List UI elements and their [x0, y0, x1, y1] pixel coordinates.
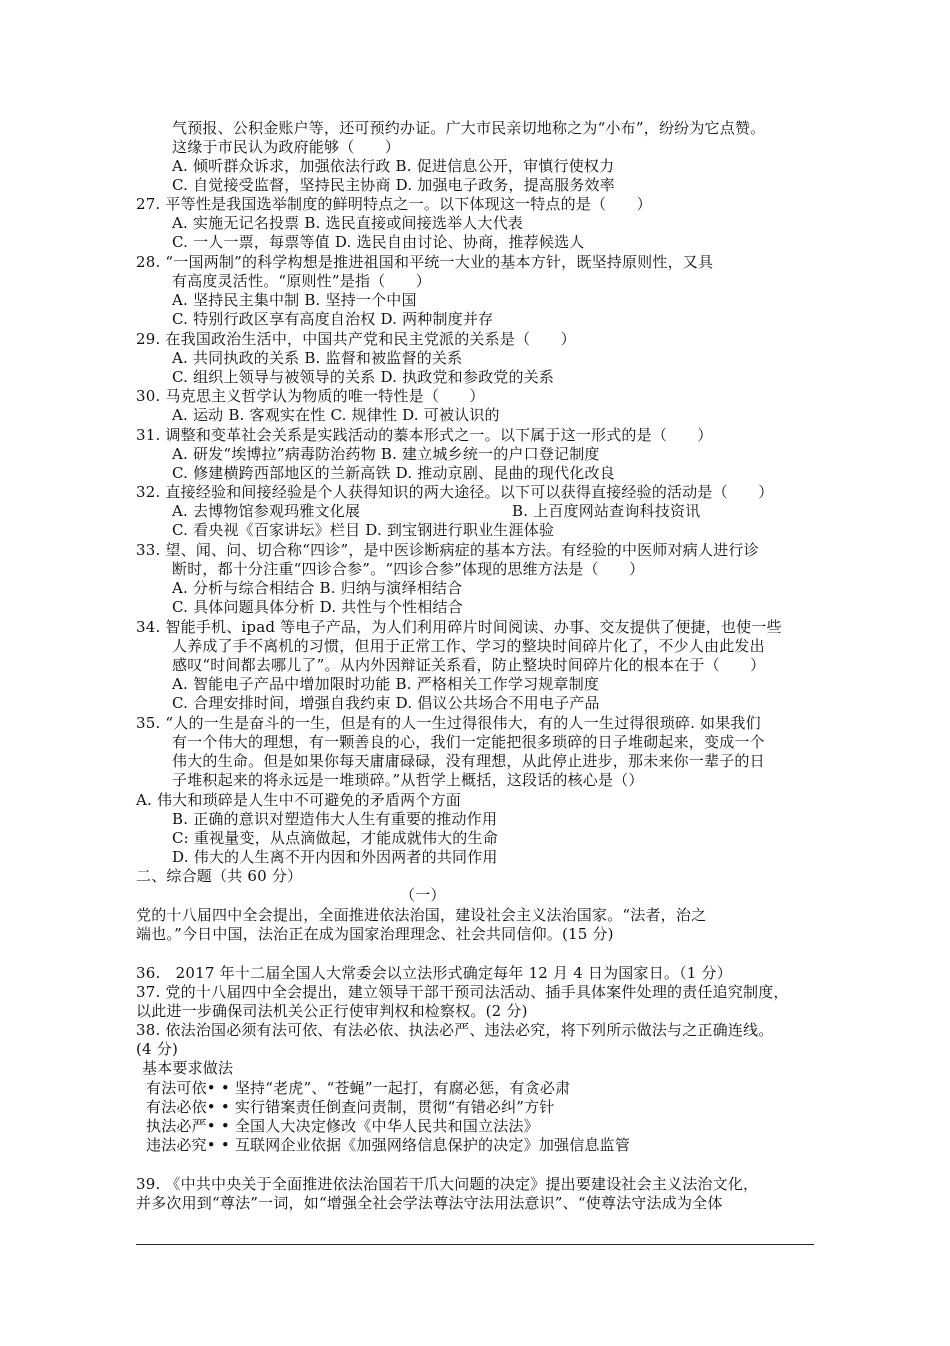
question-30: 30. 马克思主义哲学认为物质的唯一特性是（ ） [136, 387, 485, 405]
text-line: 有一个伟大的理想，有一颗善良的心，我们一定能把很多琐碎的日子堆砌起来，变成一个 [172, 733, 765, 751]
text-line: A. 倾听群众诉求，加强依法行政 B. 促进信息公开，审慎行使权力 [172, 157, 615, 175]
text-line: 并多次用到“尊法”一词，如“增强全社会学法尊法守法用法意识”、“使尊法守法成为全体 [136, 1194, 723, 1212]
matching-row: 有法必依• • 实行错案责任倒查问责制，贯彻“有错必纠”方针 [146, 1098, 555, 1116]
option-line: A. 研发“埃博拉”病毒防治药物 B. 建立城乡统一的户口登记制度 [172, 445, 600, 463]
text-line: 以此进一步确保司法机关公正行使审判权和检察权。(2 分) [136, 1002, 528, 1020]
matching-row: 违法必究• • 互联网企业依据《加强网络信息保护的决定》加强信息监管 [146, 1136, 631, 1154]
option-line: B. 上百度网站查询科技资讯 [512, 502, 701, 520]
matching-row: 有法可依• • 坚持“老虎”、“苍蝇”一起打，有腐必惩，有贪必肃 [146, 1079, 571, 1097]
text-line: 有高度灵活性。“原则性”是指（ ） [172, 272, 431, 290]
option-line: A. 去博物馆参观玛雅文化展 [172, 502, 361, 520]
option-line: C: 重视量变，从点滴做起，才能成就伟大的生命 [172, 829, 498, 847]
text-line: (4 分) [136, 1040, 179, 1058]
text-line: 这缘于市民认为政府能够（ ） [172, 138, 401, 156]
text-line: 子堆积起来的将永远是一堆琐碎。”从哲学上概括，这段话的核心是（） [172, 771, 644, 789]
option-line: A. 运动 B. 客观实在性 C. 规律性 D. 可被认识的 [172, 406, 500, 424]
footer-rule [136, 1244, 814, 1245]
question-34: 34. 智能手机、ipad 等电子产品，为人们利用碎片时间阅读、办事、交友提供了便捷，也使一些 [136, 618, 782, 636]
question-33: 33. 望、闻、问、切合称“四诊”，是中医诊断病症的基本方法。有经验的中医师对病人进行诊 [136, 541, 759, 559]
option-line: A. 分析与综合相结合 B. 归纳与演绎相结合 [172, 579, 463, 597]
question-28: 28. “一国两制”的科学构想是推进祖国和平统一大业的基本方针，既坚持原则性，又具 [136, 253, 714, 271]
question-38: 38. 依法治国必须有法可依、有法必依、执法必严、违法必究，将下列所示做法与之正确连线。 [136, 1021, 774, 1039]
text-line: 人养成了手不离机的习惯，但用于正常工作、学习的整块时间碎片化了，不少人由此发出 [172, 637, 765, 655]
question-35: 35. “人的一生是奋斗的一生，但是有的人一生过得很伟大，有的人一生过得很琐碎. 如果我们 [136, 714, 761, 732]
section-heading: 二、综合题（共 60 分） [136, 867, 303, 885]
option-line: C. 修建横跨西部地区的兰新高铁 D. 推动京剧、昆曲的现代化改良 [172, 464, 615, 482]
option-line: A. 共同执政的关系 B. 监督和被监督的关系 [172, 349, 463, 367]
text-line: 伟大的生命。但是如果你每天庸庸碌碌，没有理想，从此停止进步，那未来你一辈子的日 [172, 752, 765, 770]
option-line: A. 实施无记名投票 B. 选民直接或间接选举人大代表 [172, 214, 524, 232]
option-line: A. 智能电子产品中增加限时功能 B. 严格相关工作学习规章制度 [172, 675, 600, 693]
option-line: C. 组织上领导与被领导的关系 D. 执政党和参政党的关系 [172, 368, 555, 386]
option-line: A. 坚持民主集中制 B. 坚持一个中国 [172, 291, 417, 309]
question-37: 37. 党的十八届四中全会提出，建立领导干部干预司法活动、插手具体案件处理的责任追究制度， [136, 983, 789, 1001]
text-line: C. 自觉接受监督，坚持民主协商 D. 加强电子政务，提高服务效率 [172, 176, 615, 194]
question-27: 27. 平等性是我国选举制度的鲜明特点之一。以下体现这一特点的是（ ） [136, 195, 652, 213]
text-line: 感叹“时间都去哪儿了”。从内外因辩证关系看，防止整块时间碎片化的根本在于（ ） [172, 656, 766, 674]
matching-header: 基本要求做法 [142, 1059, 234, 1077]
option-line: C. 合理安排时间，增强自我约束 D. 倡议公共场合不用电子产品 [172, 694, 600, 712]
text-line: 气预报、公积金账户等，还可预约办证。广大市民亲切地称之为“小布”，纷纷为它点赞。 [172, 119, 766, 137]
question-32: 32. 直接经验和间接经验是个人获得知识的两大途径。以下可以获得直接经验的活动是（ ） [136, 483, 774, 501]
material-text: 党的十八届四中全会提出，全面推进依法治国，建设社会主义法治国家。“法者，治之 [136, 906, 707, 924]
matching-row: 执法必严• • 全国人大决定修改《中华人民共和国立法法》 [146, 1117, 539, 1135]
option-line: C. 看央视《百家讲坛》栏目 D. 到宝钢进行职业生涯体验 [172, 521, 555, 539]
option-line: D. 伟大的人生离不开内因和外因两者的共同作用 [172, 848, 498, 866]
question-29: 29. 在我国政治生活中，中国共产党和民主党派的关系是（ ） [136, 330, 576, 348]
option-line: A. 伟大和琐碎是人生中不可避免的矛盾两个方面 [136, 791, 461, 809]
option-line: C. 一人一票，每票等值 D. 选民自由讨论、协商，推荐候选人 [172, 233, 585, 251]
question-39: 39. 《中共中央关于全面推进依法治国若干爪大问题的决定》提出要建设社会主义法治文化， [136, 1175, 759, 1193]
option-line: C. 具体问题具体分析 D. 共性与个性相结合 [172, 598, 463, 616]
material-text: 端也。”今日中国，法治正在成为国家治理理念、社会共同信仰。(15 分) [136, 925, 614, 943]
option-line: B. 正确的意识对塑造伟大人生有重要的推动作用 [172, 810, 498, 828]
question-36: 36. 2017 年十二届全国人大常委会以立法形式确定每年 12 月 4 日为国家日。（1 分） [136, 964, 732, 982]
text-line: 断时，都十分注重“四诊合参”。“四诊合参”体现的思维方法是（ ） [172, 560, 645, 578]
option-line: C. 特别行政区享有高度自治权 D. 两种制度并存 [172, 310, 494, 328]
part-heading: （一） [400, 886, 446, 904]
question-31: 31. 调整和变革社会关系是实践活动的蓁本形式之一。以下属于这一形式的是（ ） [136, 426, 713, 444]
